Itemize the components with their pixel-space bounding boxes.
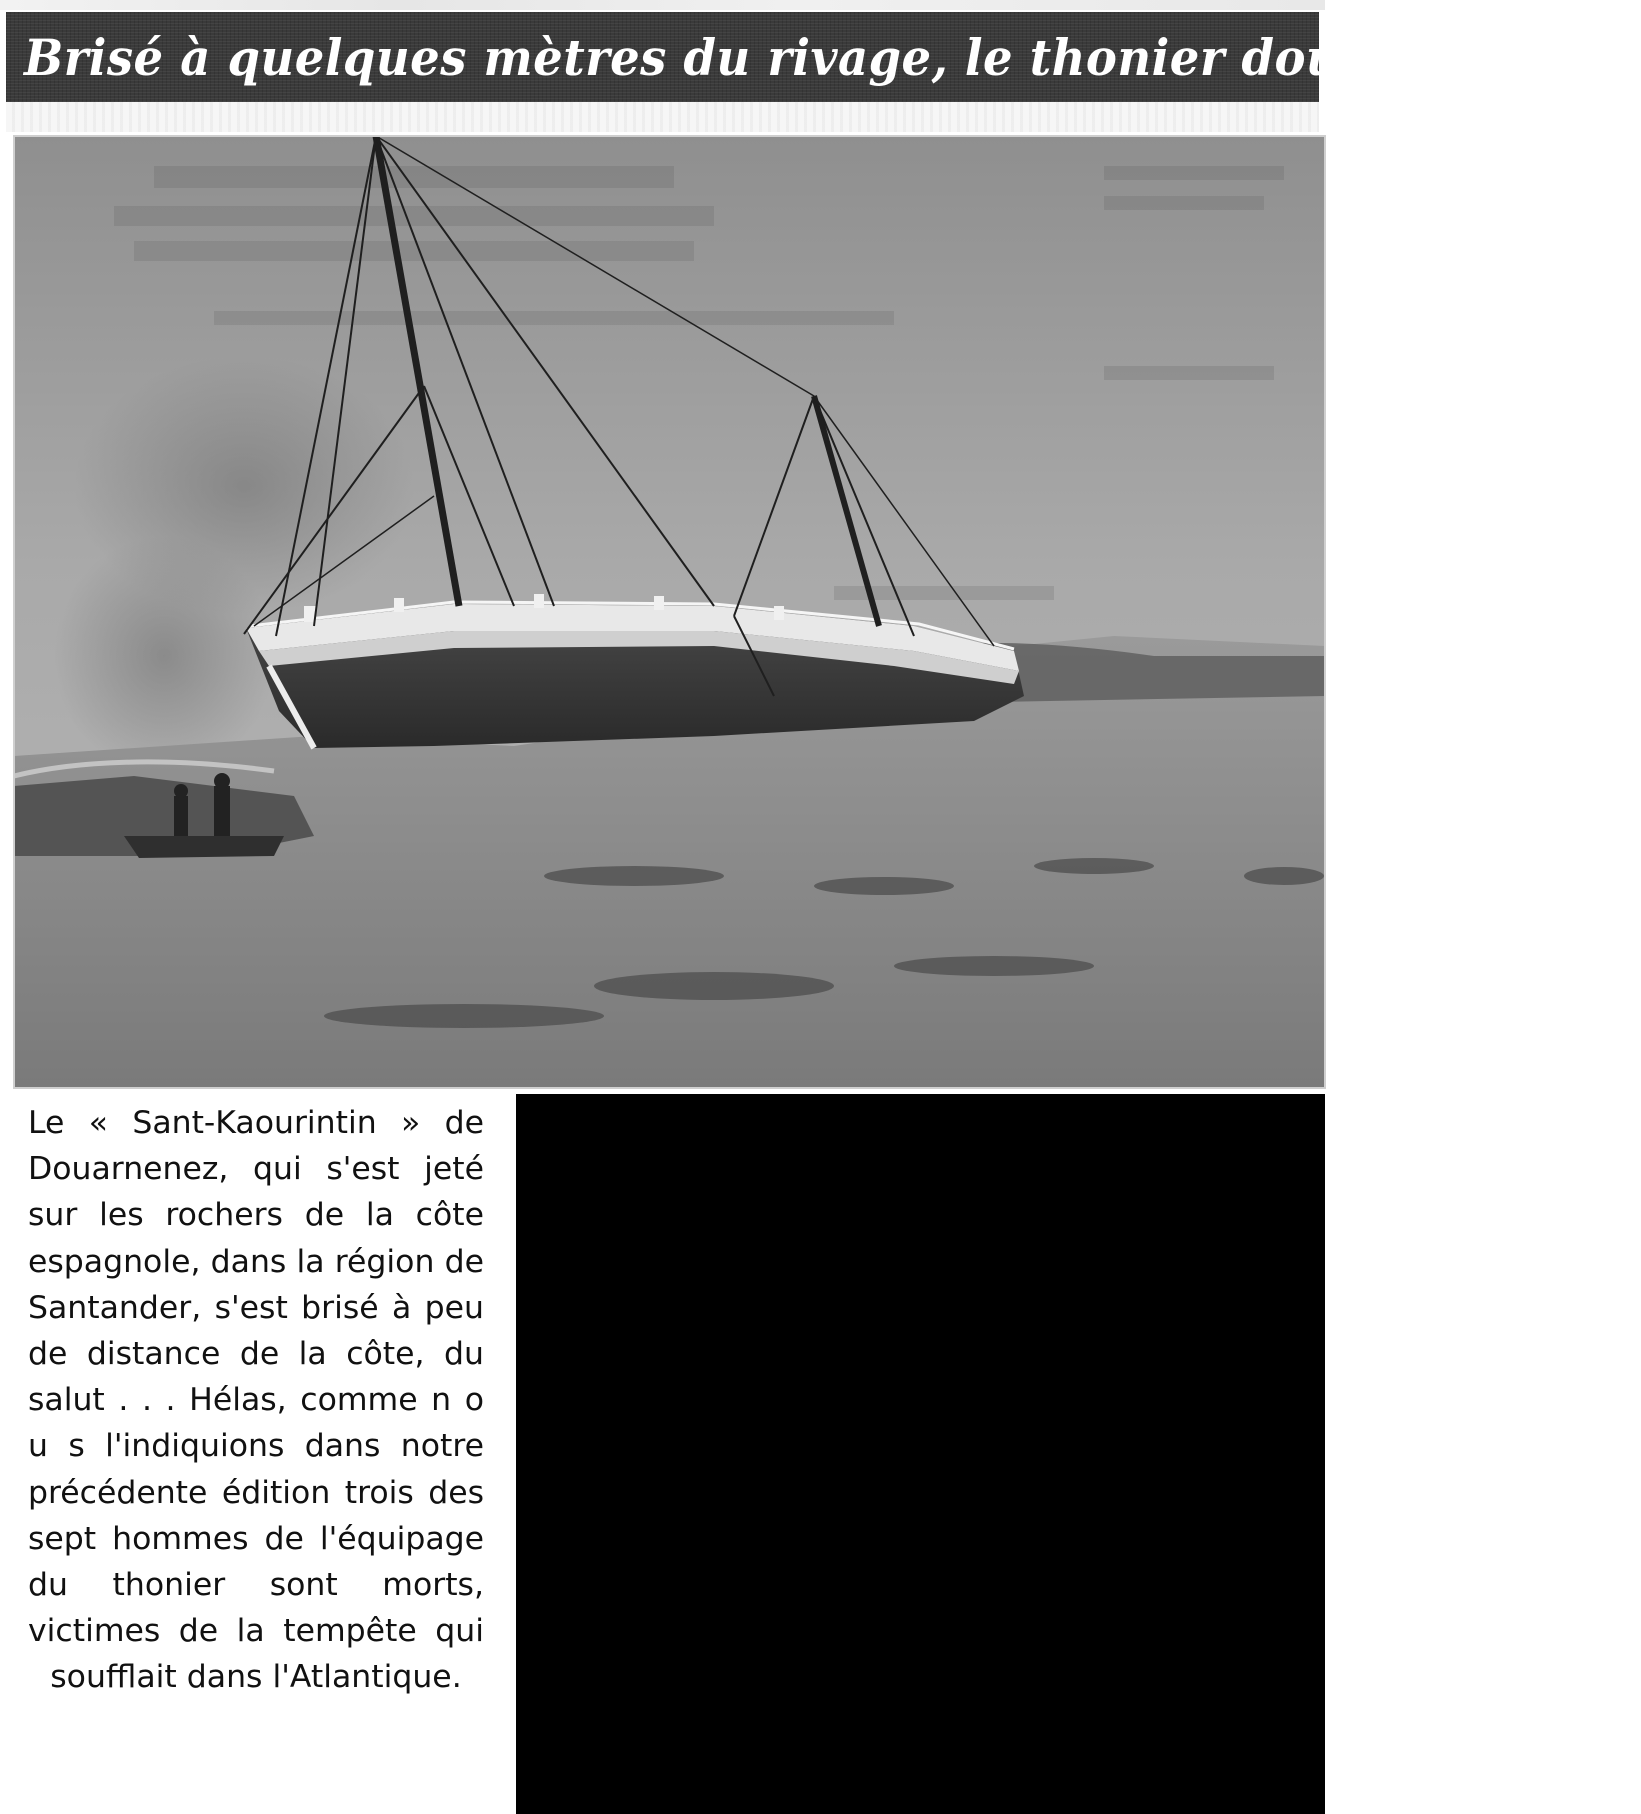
redacted-black-panel: [516, 1094, 1325, 1814]
shipwreck-illustration: [14, 136, 1325, 1088]
page-top-edge: [0, 0, 1325, 10]
headline-banner: [6, 12, 1641, 102]
print-bleed-strip: [6, 102, 1319, 132]
caption-text: Le « Sant-Kaourintin » de Douarnenez, qui s'est jeté sur les rochers de la côte espagnole, dans la région de Santander, s'est brisé à peu de distance de la côte, du salut . . . Hélas, comme n o u s l'indiquions dans notre précédente édition trois des sept hommes de l'équipage du thonier sont morts, victimes de la tempête qui soufflait dans l'Atlantique.: [28, 1105, 484, 1696]
photo-caption: [20, 1100, 490, 1800]
headline-title: Brisé à quelques mètres du rivage, le thonier douarneniste...: [24, 27, 1641, 87]
shipwreck-photo: [14, 136, 1325, 1088]
